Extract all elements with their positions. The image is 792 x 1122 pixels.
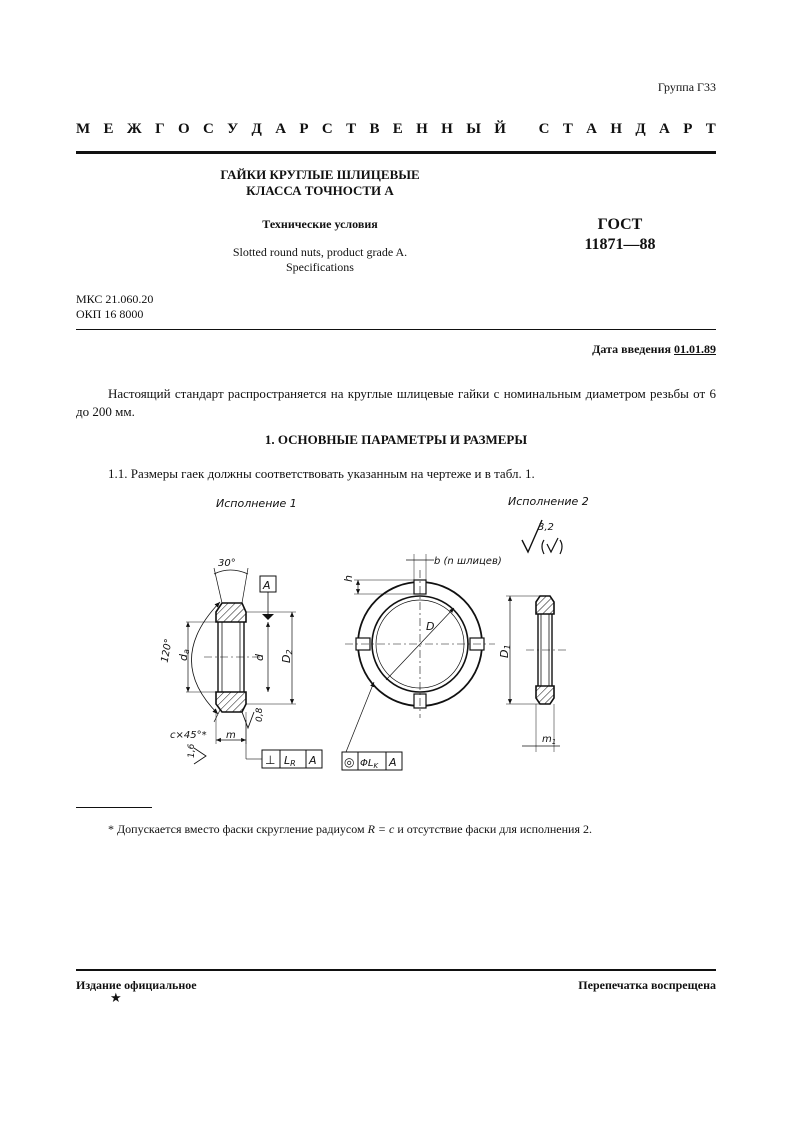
dim-m-label: m <box>226 730 236 741</box>
roughness-0-8-label: 0,8 <box>255 707 265 722</box>
top-rule <box>76 151 716 154</box>
svg-text:A: A <box>309 754 317 767</box>
variant-2-front-view <box>345 570 495 718</box>
gost-number: ГОСТ 11871—88 <box>584 216 656 253</box>
variant-1-label: Исполнение 1 <box>216 497 297 510</box>
reprint-prohibited-label: Перепечатка воспрещена <box>578 978 716 992</box>
footnote-rule <box>76 807 152 808</box>
variant-2-label: Исполнение 2 <box>508 495 589 508</box>
paragraph-1-1: 1.1. Размеры гаек должны соответствовать указанным на чертеже и в табл. 1. <box>108 466 535 481</box>
interstate-standard-heading: М Е Ж Г О С У Д А Р С Т В Е Н Н Ы Й С Т А Н Д А Р Т <box>76 121 716 137</box>
angle-30-label: 30° <box>218 558 236 569</box>
slot-width-label: b (n шлицев) <box>434 556 502 567</box>
variant-1-section <box>204 603 260 712</box>
svg-text:3,2: 3,2 <box>538 522 554 533</box>
intro-paragraph: Настоящий стандарт распространяется на круглые шлицевые гайки с номинальным диаметром резьбы от 6 до 200 мм. <box>76 386 716 419</box>
dim-d2-label: D2 <box>280 649 294 663</box>
roughness-1-6-label: 1,6 <box>187 743 197 758</box>
classification-codes <box>76 292 153 322</box>
middle-rule <box>76 329 716 330</box>
document-subtitle: Технические условия <box>262 217 378 231</box>
bottom-rule <box>76 969 716 971</box>
chamfer-label: c×45°* <box>170 730 207 741</box>
okp-code: ОКП 16 8000 <box>76 307 144 321</box>
title-line-2: КЛАССА ТОЧНОСТИ А <box>246 183 394 198</box>
dim-da-label: da <box>177 649 191 661</box>
document-title <box>190 167 450 199</box>
group-label: Группа Г33 <box>657 80 716 94</box>
footnote: * Допускается вместо фаски скругление радиусом R = c и отсутствие фаски для исполнения 2. <box>108 822 592 836</box>
english-title: Slotted round nuts, product grade A. Specifications <box>232 245 408 274</box>
svg-text:◎: ◎ <box>344 755 355 769</box>
tolerance-frame-perpendicularity <box>246 720 322 768</box>
mks-code: МКС 21.060.20 <box>76 292 154 306</box>
section-heading: 1. ОСНОВНЫЕ ПАРАМЕТРЫ И РАЗМЕРЫ <box>264 432 528 447</box>
roughness-symbol <box>522 520 562 554</box>
variant-2-side-view <box>526 596 566 704</box>
svg-text:ΦLK: $\Phi L_K$ <box>360 758 379 770</box>
introduction-date: Дата введения 01.01.89 <box>592 342 716 356</box>
dim-d-label: d <box>253 654 266 661</box>
title-line-1: ГАЙКИ КРУГЛЫЕ ШЛИЦЕВЫЕ <box>220 167 420 182</box>
svg-text:⊥: ⊥ <box>265 753 276 767</box>
svg-text:A: A <box>389 756 397 769</box>
datum-a-label: A <box>263 579 271 592</box>
svg-text:LR: LR <box>284 754 296 768</box>
technical-drawing <box>150 490 610 790</box>
star-icon: ★ <box>110 990 122 1005</box>
dim-d1-label: D1 <box>498 644 512 658</box>
dim-D-label: D <box>426 620 435 633</box>
introduction-date-value: 01.01.89 <box>674 342 716 356</box>
dim-m1-label: $m_1$ <box>542 734 557 746</box>
official-edition-label: Издание официальное <box>76 978 197 992</box>
dim-h-label: h <box>342 575 355 582</box>
angle-120-label: 120° <box>159 637 175 664</box>
tolerance-frame-concentricity <box>342 752 402 770</box>
